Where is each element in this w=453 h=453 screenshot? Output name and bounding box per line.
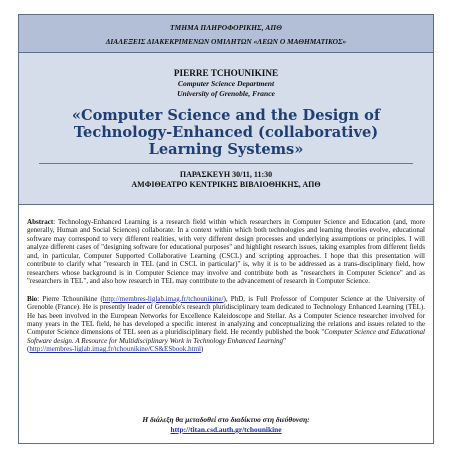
- abstract-paragraph: [27, 218, 425, 286]
- speaker-university: University of Grenoble, France: [177, 88, 275, 98]
- speaker-department: Computer Science Department: [177, 79, 275, 88]
- bio-paragraph: [27, 295, 425, 354]
- department-heading: ΤΜΗΜΑ ΠΛΗΡΟΦΟΡΙΚΗΣ, ΑΠΘ: [170, 23, 282, 32]
- book-url-close: ): [201, 345, 204, 354]
- bio-text-1: : Pierre Tchounikine (: [37, 294, 103, 303]
- stream-link-line: [19, 425, 433, 435]
- body-text: [19, 205, 433, 354]
- book-link[interactable]: http://membres-liglab.imag.fr/tchounikine/CS&ESbook.html: [29, 345, 202, 354]
- speaker-name: PIERRE TCHOUNIKINE: [173, 68, 279, 78]
- book-url-open: (: [27, 345, 30, 354]
- stream-link[interactable]: http://titan.csd.auth.gr/tchounikine: [170, 425, 282, 434]
- poster: [18, 14, 434, 444]
- bio-label: Bio: [27, 294, 38, 303]
- title-divider: [39, 163, 413, 164]
- talk-venue: ΑΜΦΙΘΕΑΤΡΟ ΚΕΝΤΡΙΚΗΣ ΒΙΒΛΙΟΘΗΚΗΣ, ΑΠΘ: [131, 180, 321, 189]
- abstract-text: : Technology-Enhanced Learning is a research field within which researchers in Computer Science and Education (and, more generally, Human and Social Sciences) collaborate. In a context within which both technologies and learning theories evolve, educational software may correspond to very different realities, with very different design processes and underlying assumptions or principles. I will analyze different cases of "designing software for educational purposes" and highlight research issues, taking examples from different fields and, in particular, Computer Supported Collaborative Learning (CSCL) and scripting approaches. I hope that this presentation will contribute to clarify what "research in TEL (and in CSCL in particular)" is, why it is to be addressed as a trans-disciplinary field, how researchers whose background is in Computer Science may involve and contribute both as "researchers in Computer Science" and as "researchers in TEL", and also how research in TEL may contribute to the advancement of research in Computer Science.: [27, 218, 425, 286]
- talk-date-time: ΠΑΡΑΣΚΕΥΗ 30/11, 11:30: [179, 170, 273, 179]
- speaker-homepage-link[interactable]: http://membres-liglab.imag.fr/tchounikine/: [102, 294, 224, 303]
- talk-header: [19, 53, 433, 205]
- lecture-series-heading: ΔΙΑΛΕΞΕΙΣ ΔΙΑΚΕΚΡΙΜΕΝΩΝ ΟΜΙΛΗΤΩΝ «ΛΕΩΝ Ο ΜΑΘΗΜΑΤΙΚΟΣ»: [105, 37, 347, 46]
- footer: [19, 415, 433, 435]
- book-title: Computer Science and Educational Software design. A Resource for Multidisciplinary Work in Technology Enhanced Learning: [27, 328, 425, 345]
- top-banner: [19, 15, 433, 53]
- talk-title: «Computer Science and the Design of Technology-Enhanced (collaborative) Learning Systems»: [71, 107, 381, 158]
- bio-text-2: ), PhD, is Full Professor of Computer Science at the University of Grenoble (France). He is presently leader of Grenoble's research pluridisciplinary team dedicated to Technology Enhanced Learning (TEL). He has been involved in the European Networks for Excellence Kaleidoscope and Stellar. As a Computer Science researcher involved for many years in the TEL field, he has developed a specific interest in analyzing and conceptualizing the relations and issues related to the Computer Science dimensions of TEL seen as a pluridisciplinary field. He recently published the book ": [27, 294, 425, 337]
- abstract-label: Abstract: [27, 218, 54, 226]
- bio-text-3: ": [283, 336, 286, 345]
- stream-notice: Η διάλεξη θα μεταδοθεί στο διαδίκτυο στη διεύθυνση:: [142, 415, 310, 424]
